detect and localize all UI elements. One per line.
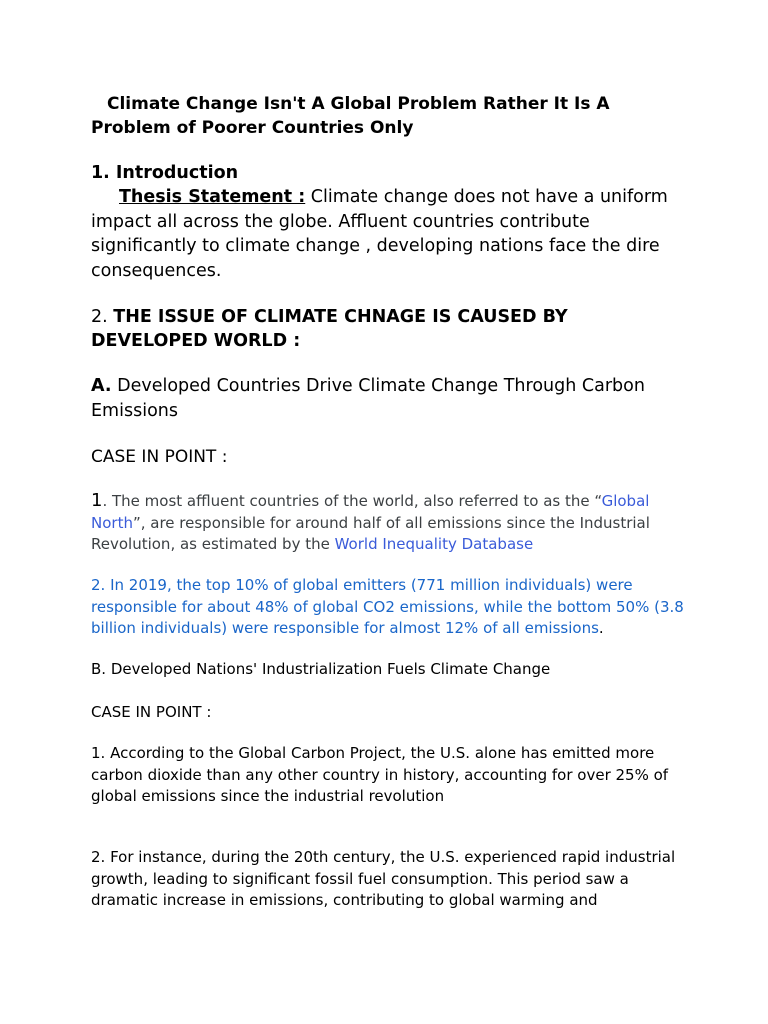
point-1-text-middle: ”, are responsible for around half of all emissions since the Industrial Revolution, as estimated by the — [91, 513, 650, 553]
point-4-paragraph: 2. For instance, during the 20th century, the U.S. experienced rapid industrial growth, leading to significant fossil fuel consumption. This period saw a dramatic increase in emissions, contributing to global warming and — [91, 848, 676, 909]
section-2-heading — [91, 305, 681, 353]
global-north-link[interactable]: Global North — [91, 492, 650, 532]
subheading-a-text: Developed Countries Drive Climate Change Through Carbon Emissions — [91, 376, 645, 421]
thesis-label: Thesis Statement : — [119, 187, 306, 207]
point-1-text-start: . The most affluent countries of the world, also referred to as the “ — [102, 492, 602, 510]
section-2-number: 2. — [91, 307, 114, 327]
thesis-paragraph — [91, 185, 686, 283]
point-2-number: 2. — [91, 576, 111, 594]
point-2-paragraph — [91, 575, 691, 640]
world-inequality-database-link[interactable]: World Inequality Database — [334, 535, 534, 553]
subheading-a-letter: A. — [91, 376, 112, 396]
point-1-paragraph — [91, 490, 691, 556]
subheading-a — [91, 374, 681, 423]
point-2-period: . — [598, 619, 604, 637]
section-2-title: THE ISSUE OF CLIMATE CHNAGE IS CAUSED BY DEVELOPED WORLD : — [91, 307, 568, 351]
thesis-text: Climate change does not have a uniform impact all across the globe. Affluent countries contribute significantly to climate change , developing nations face the dire consequences. — [91, 187, 668, 281]
introduction-heading: 1. Introduction — [91, 163, 239, 183]
point-1-number: 1 — [91, 490, 103, 511]
document-title: Climate Change Isn't A Global Problem Rather It Is A Problem of Poorer Countries Only — [91, 94, 610, 138]
case-in-point-a: CASE IN POINT : — [91, 447, 228, 467]
case-in-point-b: CASE IN POINT : — [91, 703, 212, 721]
point-2-link-text[interactable]: In 2019, the top 10% of global emitters (771 million individuals) were responsible for about 48% of global CO2 emissions, while the bottom 50% (3.8 billion individuals) were responsible for almost 12% of all emissions — [91, 576, 684, 637]
subheading-b: B. Developed Nations' Industrialization Fuels Climate Change — [91, 660, 551, 678]
point-3-paragraph: 1. According to the Global Carbon Project, the U.S. alone has emitted more carbon dioxide than any other country in history, accounting for over 25% of global emissions since the industrial revolution — [91, 744, 669, 805]
